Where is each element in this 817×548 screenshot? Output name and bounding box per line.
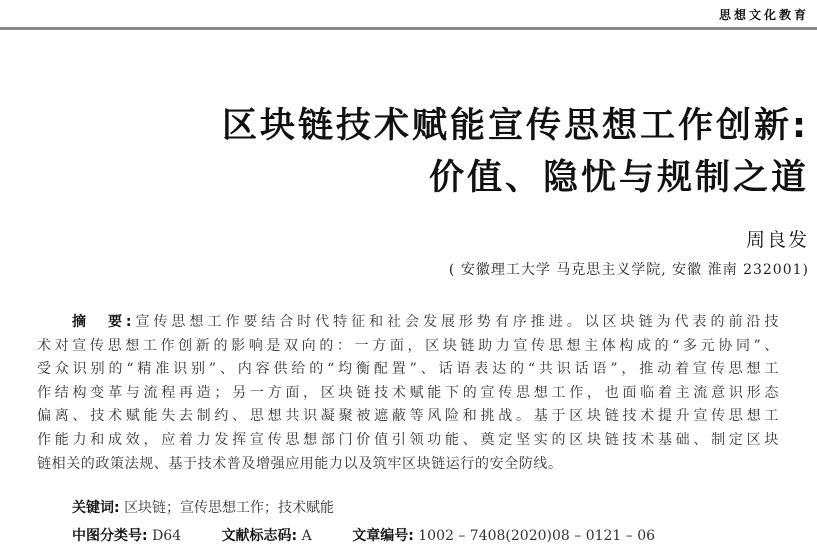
document-code-value: A: [301, 528, 312, 544]
document-code: [222, 528, 312, 544]
author-name: 周良发: [745, 229, 809, 251]
abstract-text: 宣传思想工作要结合时代特征和社会发展形势有序推进。以区块链为代表的前沿技: [132, 314, 779, 330]
document-code-label: 文献标志码:: [221, 528, 298, 544]
keywords: [72, 497, 334, 517]
clc-number: [72, 528, 181, 544]
article-number-label: 文章编号:: [352, 528, 414, 544]
abstract: [37, 311, 779, 476]
header-rule: [0, 27, 817, 30]
article-number-value: 1002 – 7408(2020)08 – 0121 – 06: [418, 528, 656, 544]
author-affiliation: ( 安徽理工大学 马克思主义学院, 安徽 淮南 232001): [448, 262, 809, 278]
abstract-line: 作结构变革与流程再造；另一方面，区块链技术赋能下的宣传思想工作，也面临着主流意识形态: [37, 384, 779, 401]
clc-label: 中图分类号:: [72, 528, 148, 544]
abstract-line: 偏离、技术赋能失去制约、思想共识凝聚被遮蔽等风险和挑战。基于区块链技术提升宣传思想工: [37, 408, 779, 425]
article-number: [352, 528, 655, 544]
article-title-line-1: 区块链技术赋能宣传思想工作创新:: [222, 106, 809, 146]
keywords-label: 关键词:: [72, 500, 120, 516]
abstract-line: 受众识别的“精准识别”、内容供给的“均衡配置”、话语表达的“共识话语”，推动着宣传思想工: [37, 361, 779, 378]
classification-info: [72, 525, 691, 545]
keywords-text: 区块链；宣传思想工作；技术赋能: [124, 500, 335, 516]
clc-value: D64: [152, 528, 182, 544]
abstract-line: 链相关的政策法规、基于技术普及增强应用能力以及筑牢区块链运行的安全防线。: [37, 455, 563, 472]
article-title-line-2: 价值、隐忧与规制之道: [428, 158, 809, 198]
journal-name: 思想文化教育: [718, 8, 809, 22]
abstract-line: 作能力和成效，应着力发挥宣传思想部门价值引领功能、奠定坚实的区块链技术基础、制定区块: [37, 431, 779, 448]
abstract-line: 术对宣传思想工作创新的影响是双向的：一方面，区块链助力宣传思想主体构成的“多元协同”、: [37, 337, 779, 354]
abstract-line: [37, 311, 779, 335]
abstract-label: 摘 要:: [72, 314, 133, 330]
